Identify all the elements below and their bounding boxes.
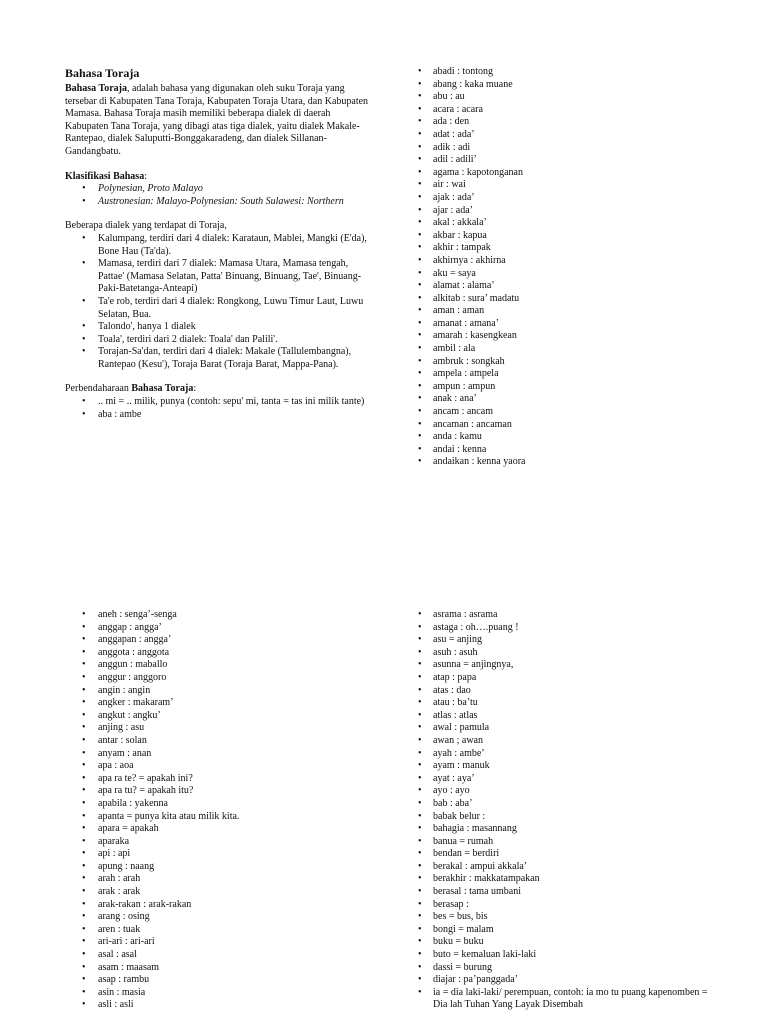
- vocab-column-bottom-left: [65, 609, 385, 1012]
- list-item: • aneh : senga’-senga: [65, 609, 385, 622]
- list-item: • apara = apakah: [65, 823, 385, 836]
- list-item: • asin : masia: [65, 987, 385, 1000]
- list-item: • ia = dia laki-laki/ perempuan, contoh: ia mo tu puang kapenomben = Dia lah Tuhan Yang Layak Disembah: [418, 987, 718, 1012]
- list-item: • atap : papa: [418, 672, 718, 685]
- list-item: • apung : naang: [65, 861, 385, 874]
- list-item: • ayam : manuk: [418, 760, 718, 773]
- list-item: • anggota : anggota: [65, 647, 385, 660]
- list-item: • andaikan : kenna yaora: [418, 456, 718, 469]
- list-item: • bes = bus, bis: [418, 911, 718, 924]
- list-item: • alamat : alama’: [418, 280, 718, 293]
- list-item: • atlas : atlas: [418, 710, 718, 723]
- list-item: • asal : asal: [65, 949, 385, 962]
- list-item: • ampela : ampela: [418, 368, 718, 381]
- intro-lead-bold: Bahasa Toraja: [65, 83, 127, 94]
- list-item: • ambil : ala: [418, 343, 718, 356]
- list-item: • Talondo', hanya 1 dialek: [65, 321, 375, 334]
- list-item: • asli : asli: [65, 999, 385, 1012]
- intro-paragraph: [65, 83, 375, 159]
- list-item: • berasal : tama umbani: [418, 886, 718, 899]
- list-item: • akbar : kapua: [418, 230, 718, 243]
- perbendaharaan-list: [65, 396, 375, 421]
- vocab-list-bottom-right: [418, 609, 718, 1012]
- list-item: • ada : den: [418, 116, 718, 129]
- page-title: Bahasa Toraja: [65, 66, 140, 80]
- list-item: • berakal : ampui akkala’: [418, 861, 718, 874]
- list-item: • Toala', terdiri dari 2 dialek: Toala' dan Palili'.: [65, 334, 375, 347]
- list-item: • diajar : pa’panggada’: [418, 974, 718, 987]
- list-item: • amarah : kasengkean: [418, 330, 718, 343]
- list-item: • Austronesian: Malayo-Polynesian: South Sulawesi: Northern: [65, 196, 375, 209]
- list-item: • anggur : anggoro: [65, 672, 385, 685]
- list-item: • Kalumpang, terdiri dari 4 dialek: Karataun, Mablei, Mangki (E'da), Bone Hau (Ta'da).: [65, 233, 375, 258]
- list-item: • buto = kemaluan laki-laki: [418, 949, 718, 962]
- klasifikasi-list: [65, 183, 375, 208]
- klasifikasi-heading: Klasifikasi Bahasa:: [65, 170, 147, 182]
- list-item: • ampun : ampun: [418, 381, 718, 394]
- list-item: • berakhir : makkatampakan: [418, 873, 718, 886]
- list-item: • aku = saya: [418, 268, 718, 281]
- list-item: • apabila : yakenna: [65, 798, 385, 811]
- list-item: • Polynesian, Proto Malayo: [65, 183, 375, 196]
- list-item: • adil : adili’: [418, 154, 718, 167]
- list-item: • anggapan : angga’: [65, 634, 385, 647]
- list-item: • babak belur :: [418, 811, 718, 824]
- list-item: • abadi : tontong: [418, 66, 718, 79]
- dialek-list: [65, 233, 375, 372]
- list-item: • buku = buku: [418, 936, 718, 949]
- list-item: • Mamasa, terdiri dari 7 dialek: Mamasa Utara, Mamasa tengah, Pattae' (Mamasa Selatan, Patta' Binuang, Binuang, Tae', Binuang-Paki-Batetanga-Anteapi): [65, 258, 375, 296]
- list-item: • atau : ba’tu: [418, 697, 718, 710]
- list-item: • adik : adi: [418, 142, 718, 155]
- vocab-list-bottom-left: [65, 609, 385, 1012]
- vocab-column-top-right: [418, 66, 718, 469]
- list-item: • anjing : asu: [65, 722, 385, 735]
- list-item: • arang : osing: [65, 911, 385, 924]
- list-item: • amanat : amana’: [418, 318, 718, 331]
- intro-lead-text: , adalah bahasa yang digunakan oleh suku Toraja yang tersebar di Kabupaten Tana Toraja, Kabupaten Toraja Utara, dan Kabupaten Mamasa. Bahasa Toraja masih memiliki beberapa dialek di daerah Kabupaten Tana Toraja, yang dibagi atas tiga dialek, yaitu dialek Makale-Rantepao, dialek Saluputti-Bonggakaradeng, dan dialek Sillanan-Gandangbatu.: [65, 83, 369, 157]
- list-item: • abang : kaka muane: [418, 79, 718, 92]
- list-item: • ari-ari : ari-ari: [65, 936, 385, 949]
- dialek-heading: Beberapa dialek yang terdapat di Toraja,: [65, 220, 227, 232]
- list-item: • ayo : ayo: [418, 785, 718, 798]
- list-item: • andai : kenna: [418, 444, 718, 457]
- list-item: • anggun : maballo: [65, 659, 385, 672]
- list-item: • aparaka: [65, 836, 385, 849]
- list-item: • ancam : ancam: [418, 406, 718, 419]
- list-item: • aba : ambe: [65, 409, 375, 422]
- perbendaharaan-heading: Perbendaharaan Bahasa Toraja:: [65, 383, 197, 395]
- list-item: • asrama : asrama: [418, 609, 718, 622]
- list-item: • api : api: [65, 848, 385, 861]
- list-item: • apa ra te? = apakah ini?: [65, 773, 385, 786]
- list-item: • ayat : aya’: [418, 773, 718, 786]
- list-item: • anyam : anan: [65, 748, 385, 761]
- list-item: • angker : makaram’: [65, 697, 385, 710]
- list-item: • ancaman : ancaman: [418, 419, 718, 432]
- list-item: • dassi = burung: [418, 962, 718, 975]
- list-item: • Torajan-Sa'dan, terdiri dari 4 dialek: Makale (Tallulembangna), Rantepao (Kesu'), Toraja Barat (Toraja Barat, Mappa-Pana).: [65, 346, 375, 371]
- list-item: • apanta = punya kita atau milik kita.: [65, 811, 385, 824]
- list-item: • aren : tuak: [65, 924, 385, 937]
- list-item: • akhirnya : akhirna: [418, 255, 718, 268]
- list-item: • arak : arak: [65, 886, 385, 899]
- list-item: • anda : kamu: [418, 431, 718, 444]
- intro-column: [65, 66, 375, 421]
- list-item: • arah : arah: [65, 873, 385, 886]
- list-item: • bab : aba’: [418, 798, 718, 811]
- list-item: • bahagia : masannang: [418, 823, 718, 836]
- list-item: • air : wai: [418, 179, 718, 192]
- list-item: • .. mi = .. milik, punya (contoh: sepu' mi, tanta = tas ini milik tante): [65, 396, 375, 409]
- list-item: • ajak : ada’: [418, 192, 718, 205]
- list-item: • atas : dao: [418, 685, 718, 698]
- list-item: • astaga : oh….puang !: [418, 622, 718, 635]
- list-item: • abu : au: [418, 91, 718, 104]
- list-item: • banua = rumah: [418, 836, 718, 849]
- list-item: • bendan = berdiri: [418, 848, 718, 861]
- list-item: • angin : angin: [65, 685, 385, 698]
- list-item: • asap : rambu: [65, 974, 385, 987]
- list-item: • ayah : ambe’: [418, 748, 718, 761]
- list-item: • acara : acara: [418, 104, 718, 117]
- list-item: • awan ; awan: [418, 735, 718, 748]
- list-item: • ambruk : songkah: [418, 356, 718, 369]
- list-item: • Ta'e rob, terdiri dari 4 dialek: Rongkong, Luwu Timur Laut, Luwu Selatan, Bua.: [65, 296, 375, 321]
- list-item: • apa ra tu? = apakah itu?: [65, 785, 385, 798]
- list-item: • aman : aman: [418, 305, 718, 318]
- list-item: • antar : solan: [65, 735, 385, 748]
- list-item: • akhir : tampak: [418, 242, 718, 255]
- list-item: • arak-rakan : arak-rakan: [65, 899, 385, 912]
- list-item: • alkitab : sura’ madatu: [418, 293, 718, 306]
- list-item: • berasap :: [418, 899, 718, 912]
- list-item: • adat : ada’: [418, 129, 718, 142]
- vocab-list-top-right: [418, 66, 718, 469]
- list-item: • bongi = malam: [418, 924, 718, 937]
- vocab-column-bottom-right: [418, 609, 718, 1012]
- list-item: • anak : ana’: [418, 393, 718, 406]
- list-item: • akal : akkala’: [418, 217, 718, 230]
- list-item: • anggap : angga’: [65, 622, 385, 635]
- list-item: • asu = anjing: [418, 634, 718, 647]
- list-item: • awal : pamula: [418, 722, 718, 735]
- list-item: • agama : kapotonganan: [418, 167, 718, 180]
- list-item: • asunna = anjingnya,: [418, 659, 718, 672]
- list-item: • angkut : angku’: [65, 710, 385, 723]
- list-item: • asam : maasam: [65, 962, 385, 975]
- list-item: • asuh : asuh: [418, 647, 718, 660]
- list-item: • apa : aoa: [65, 760, 385, 773]
- list-item: • ajar : ada’: [418, 205, 718, 218]
